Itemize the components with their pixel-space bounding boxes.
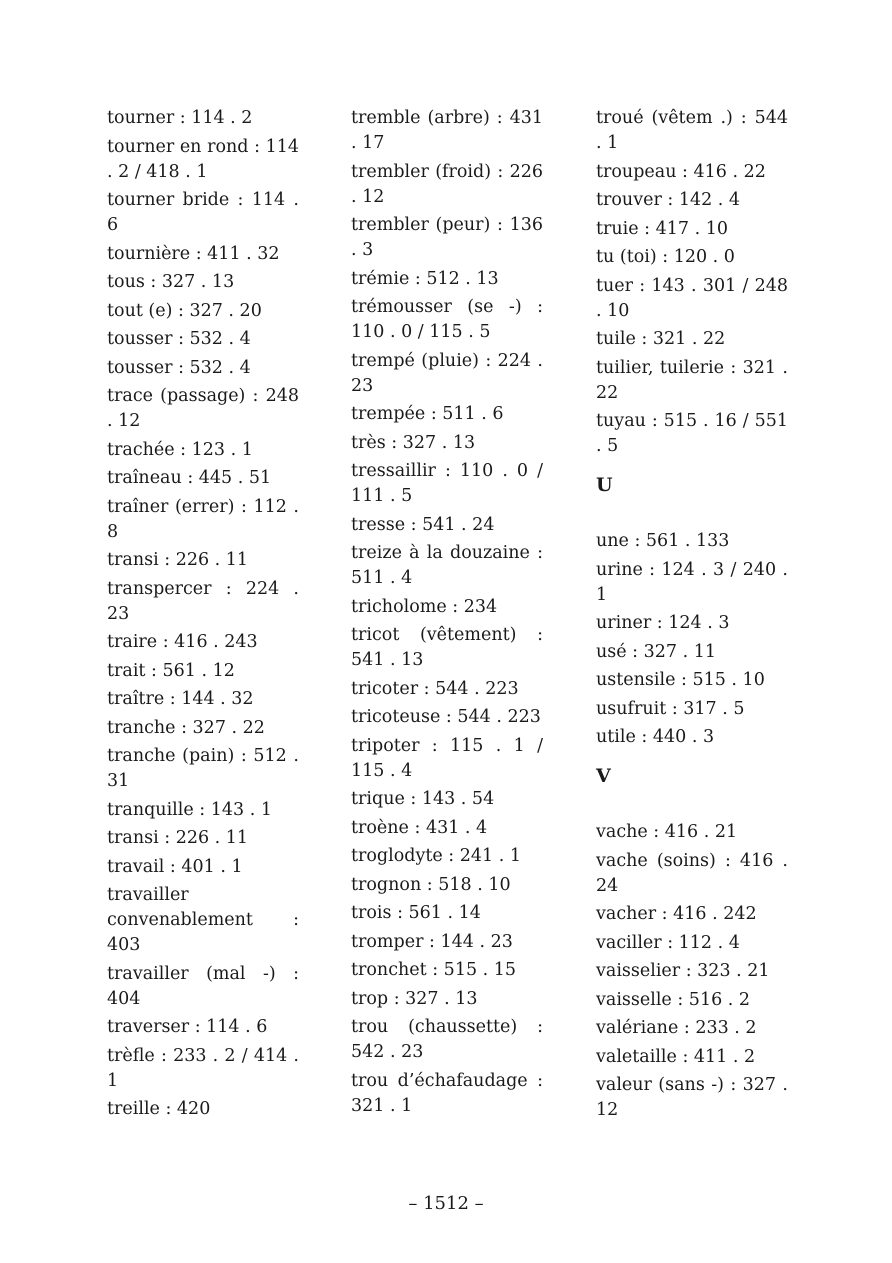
index-entry: tripoter : 115 . 1 / 115 . 4 xyxy=(351,735,543,781)
index-entry: troué (vêtem .) : 544 . 1 xyxy=(596,108,788,153)
index-entry: tout (e) : 327 . 20 xyxy=(107,300,262,321)
index-entry: tousser : 532 . 4 xyxy=(107,357,251,378)
page-number: – 1512 – xyxy=(408,1193,484,1214)
index-entry: transi : 226 . 11 xyxy=(107,828,249,848)
index-entry: trique : 143 . 54 xyxy=(351,789,495,809)
index-entry: trempé (pluie) : 224 . 23 xyxy=(351,350,543,396)
index-entry: tuer : 143 . 301 / 248 . 10 xyxy=(596,275,788,321)
index-entry: tricoteuse : 544 . 223 xyxy=(351,707,541,727)
index-entry: tournière : 411 . 32 xyxy=(107,243,280,264)
index-entry: treize à la douzaine : 511 . 4 xyxy=(351,543,543,588)
index-entry: trémousser (se -) : 110 . 0 / 115 . 5 xyxy=(351,297,543,342)
index-entry: tronchet : 515 . 15 xyxy=(351,960,517,980)
index-entry: travailler convenablement : 403 xyxy=(107,885,299,955)
index-entry: vacher : 416 . 242 xyxy=(596,904,757,924)
index-entry: travailler (mal -) : 404 xyxy=(107,963,299,1009)
index-entry: valetaille : 411 . 2 xyxy=(596,1046,756,1067)
index-entry: très : 327 . 13 xyxy=(351,432,476,453)
index-entry: tous : 327 . 13 xyxy=(107,272,235,292)
index-entry: troupeau : 416 . 22 xyxy=(596,161,766,182)
index-entry: trémie : 512 . 13 xyxy=(351,268,499,289)
index-entry: traire : 416 . 243 xyxy=(107,632,258,652)
index-entry: tranche : 327 . 22 xyxy=(107,717,265,738)
index-entry: trouver : 142 . 4 xyxy=(596,190,741,210)
index-entry: trembler (peur) : 136 . 3 xyxy=(351,215,543,260)
index-entry: trou d’échafaudage : 321 . 1 xyxy=(351,1070,543,1116)
index-entry: tricoter : 544 . 223 xyxy=(351,678,519,699)
index-entry: tricholome : 234 xyxy=(351,596,498,617)
index-column-2 xyxy=(351,106,543,1122)
index-entry: traîneau : 445 . 51 xyxy=(107,468,272,488)
index-entry: troène : 431 . 4 xyxy=(351,817,488,838)
index-entry: trait : 561 . 12 xyxy=(107,660,235,681)
index-entry: vaisselle : 516 . 2 xyxy=(596,989,751,1010)
index-entry: trois : 561 . 14 xyxy=(351,903,481,923)
index-entry: tranche (pain) : 512 . 31 xyxy=(107,746,299,791)
index-entry: tu (toi) : 120 . 0 xyxy=(596,247,735,267)
index-entry: urine : 124 . 3 / 240 . 1 xyxy=(596,559,788,605)
index-entry: trachée : 123 . 1 xyxy=(107,439,253,460)
index-entry: utile : 440 . 3 xyxy=(596,727,715,747)
index-entry: transi : 226 . 11 xyxy=(107,550,249,570)
index-entry: trognon : 518 . 10 xyxy=(351,874,511,895)
index-entry: trop : 327 . 13 xyxy=(351,988,478,1009)
index-entry: traître : 144 . 32 xyxy=(107,689,254,709)
index-entry: transpercer : 224 . 23 xyxy=(107,578,299,624)
index-entry: tourner bride : 114 . 6 xyxy=(107,190,299,235)
index-entry: valériane : 233 . 2 xyxy=(596,1018,757,1038)
index-entry: usufruit : 317 . 5 xyxy=(596,698,745,719)
index-entry: vache : 416 . 21 xyxy=(596,822,738,842)
section-letter-heading: U xyxy=(596,474,613,496)
index-entry: troglodyte : 241 . 1 xyxy=(351,846,521,866)
index-entry: une : 561 . 133 xyxy=(596,531,730,551)
index-column-3 xyxy=(596,106,788,1127)
index-entry: vaisselier : 323 . 21 xyxy=(596,961,770,981)
index-entry: tuile : 321 . 22 xyxy=(596,329,726,349)
index-entry: uriner : 124 . 3 xyxy=(596,613,730,633)
index-entry: travail : 401 . 1 xyxy=(107,856,243,877)
index-entry: vache (soins) : 416 . 24 xyxy=(596,850,788,896)
index-entry: tricot (vêtement) : 541 . 13 xyxy=(351,625,543,670)
index-entry: tousser : 532 . 4 xyxy=(107,329,251,349)
index-entry: usé : 327 . 11 xyxy=(596,641,716,662)
index-entry: trembler (froid) : 226 . 12 xyxy=(351,161,543,207)
index-entry: tressaillir : 110 . 0 / 111 . 5 xyxy=(351,461,543,506)
section-letter-heading: V xyxy=(596,765,611,787)
index-entry: valeur (sans -) : 327 . 12 xyxy=(596,1075,788,1120)
index-entry: tresse : 541 . 24 xyxy=(351,514,495,535)
index-entry: tremble (arbre) : 431 . 17 xyxy=(351,108,543,153)
index-entry: traîner (errer) : 112 . 8 xyxy=(107,496,299,542)
index-entry: tuyau : 515 . 16 / 551 . 5 xyxy=(596,411,788,456)
index-entry: trèfle : 233 . 2 / 414 . 1 xyxy=(107,1045,299,1091)
index-entry: tourner : 114 . 2 xyxy=(107,108,253,128)
index-entry: traverser : 114 . 6 xyxy=(107,1017,268,1037)
index-entry: tromper : 144 . 23 xyxy=(351,931,513,952)
index-entry: vaciller : 112 . 4 xyxy=(596,932,740,953)
index-column-1 xyxy=(107,106,299,1126)
index-entry: tourner en rond : 114 . 2 / 418 . 1 xyxy=(107,136,299,182)
index-entry: trempée : 511 . 6 xyxy=(351,404,504,424)
index-entry: tuilier, tuilerie : 321 . 22 xyxy=(596,357,788,403)
index-entry: truie : 417 . 10 xyxy=(596,218,729,239)
index-entry: treille : 420 xyxy=(107,1099,211,1119)
index-entry: tranquille : 143 . 1 xyxy=(107,799,272,820)
index-entry: trou (chaussette) : 542 . 23 xyxy=(351,1017,543,1062)
index-entry: trace (passage) : 248 . 12 xyxy=(107,386,299,431)
index-entry: ustensile : 515 . 10 xyxy=(596,670,765,690)
